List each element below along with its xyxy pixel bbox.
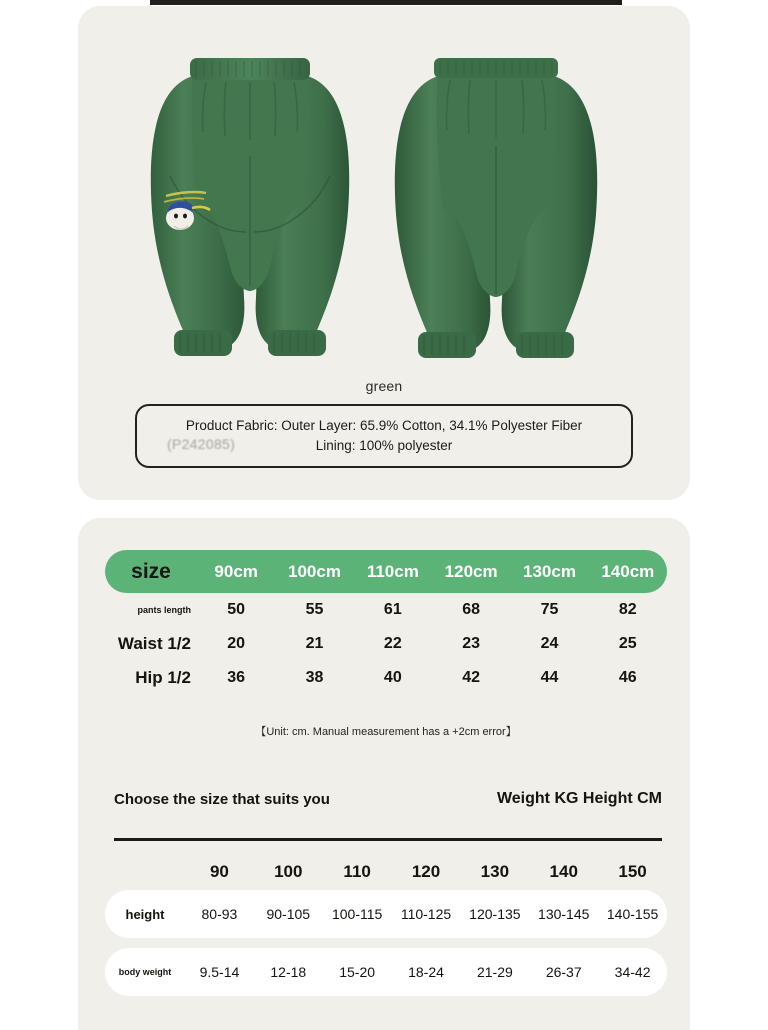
table-cell: 130-145 (538, 906, 590, 922)
product-color-label: green (365, 378, 403, 394)
fit-column-header: 90 (209, 862, 229, 881)
fit-column-header: 110 (343, 862, 371, 881)
fit-column-header: 100 (274, 862, 303, 881)
table-cell: 20 (227, 635, 246, 652)
size-column-header: 100cm (288, 561, 341, 581)
table-cell: 21-29 (476, 964, 513, 980)
table-row (105, 661, 667, 695)
pants-back-illustration (376, 36, 616, 376)
size-chart-panel (78, 518, 690, 1030)
table-cell: 12-18 (270, 964, 307, 980)
pants-back-left-cuff (418, 332, 476, 358)
fit-column-header: 130 (480, 862, 510, 881)
size-column-header: 90cm (214, 561, 258, 581)
table-cell: 26-37 (545, 964, 582, 980)
size-column-header: 120cm (444, 561, 498, 581)
pants-front-right-cuff (268, 330, 326, 356)
pants-back-right-cuff (516, 332, 574, 358)
table-cell: 46 (618, 669, 637, 686)
table-cell: 82 (618, 601, 637, 618)
table-cell: 18-24 (408, 964, 444, 980)
table-row (105, 890, 667, 938)
measurement-unit-note: 【Unit: cm. Manual measurement has a +2cm error】 (255, 726, 517, 738)
pants-front-image[interactable] (130, 36, 370, 376)
fit-guide-header (114, 790, 662, 808)
fit-column-header: 150 (618, 862, 647, 881)
table-cell: 24 (540, 635, 559, 652)
table-row (105, 627, 667, 661)
size-table-header-label: size (131, 559, 171, 583)
table-cell: 80-93 (201, 906, 238, 922)
table-cell: 140-155 (606, 906, 659, 922)
product-image-gallery (78, 36, 690, 376)
table-row (105, 948, 667, 996)
fit-column-header: 140 (549, 862, 578, 881)
row-label-height: height (125, 906, 165, 922)
size-column-header: 130cm (523, 561, 576, 581)
size-column-header: 110cm (366, 561, 419, 581)
row-label-hip: Hip 1/2 (135, 668, 191, 687)
table-cell: 120-135 (469, 906, 521, 922)
fit-guide-divider (114, 838, 662, 841)
size-table-header-row (105, 550, 667, 593)
table-cell: 61 (383, 601, 402, 618)
fit-guide-title: Choose the size that suits you (114, 791, 330, 808)
table-cell: 21 (305, 635, 324, 652)
table-cell: 40 (383, 669, 402, 686)
fit-table-header-row (105, 854, 667, 890)
table-cell: 15-20 (339, 964, 376, 980)
fabric-outer-layer-text: Product Fabric: Outer Layer: 65.9% Cotton, 34.1% Polyester Fiber (185, 418, 583, 433)
table-cell: 44 (540, 669, 559, 686)
size-column-header: 140cm (601, 561, 655, 581)
table-cell: 38 (305, 669, 324, 686)
table-cell: 9.5-14 (199, 964, 240, 980)
table-cell: 42 (462, 669, 481, 686)
table-cell: 22 (383, 635, 402, 652)
watermark-text: (P242085) (167, 436, 236, 452)
fabric-composition-box (135, 404, 633, 468)
pants-back-image[interactable] (376, 36, 616, 376)
fit-guide-units-label: Weight KG Height CM (496, 790, 662, 807)
row-label-waist: Waist 1/2 (117, 634, 191, 653)
table-cell: 90-105 (266, 906, 311, 922)
product-image-panel (78, 6, 690, 500)
table-row (105, 593, 667, 627)
table-cell: 75 (540, 601, 559, 618)
size-measurement-table (105, 550, 667, 695)
table-cell: 50 (227, 601, 246, 618)
table-cell: 25 (618, 635, 637, 652)
table-cell: 34-42 (614, 964, 651, 980)
table-cell: 68 (462, 601, 481, 618)
table-cell: 55 (305, 601, 324, 618)
table-cell: 110-125 (400, 906, 452, 922)
row-label-pants-length: pants length (137, 605, 191, 615)
fabric-lining-text: Lining: 100% polyester (315, 438, 453, 453)
table-cell: 100-115 (331, 906, 383, 922)
table-cell: 23 (462, 635, 481, 652)
table-cell: 36 (227, 669, 246, 686)
top-section-divider-bar (150, 0, 622, 5)
fit-guide-table (105, 854, 667, 1006)
row-label-body-weight: body weight (118, 967, 172, 977)
pants-front-illustration (130, 36, 370, 376)
fit-column-header: 120 (411, 862, 441, 881)
pants-front-left-cuff (174, 330, 232, 356)
